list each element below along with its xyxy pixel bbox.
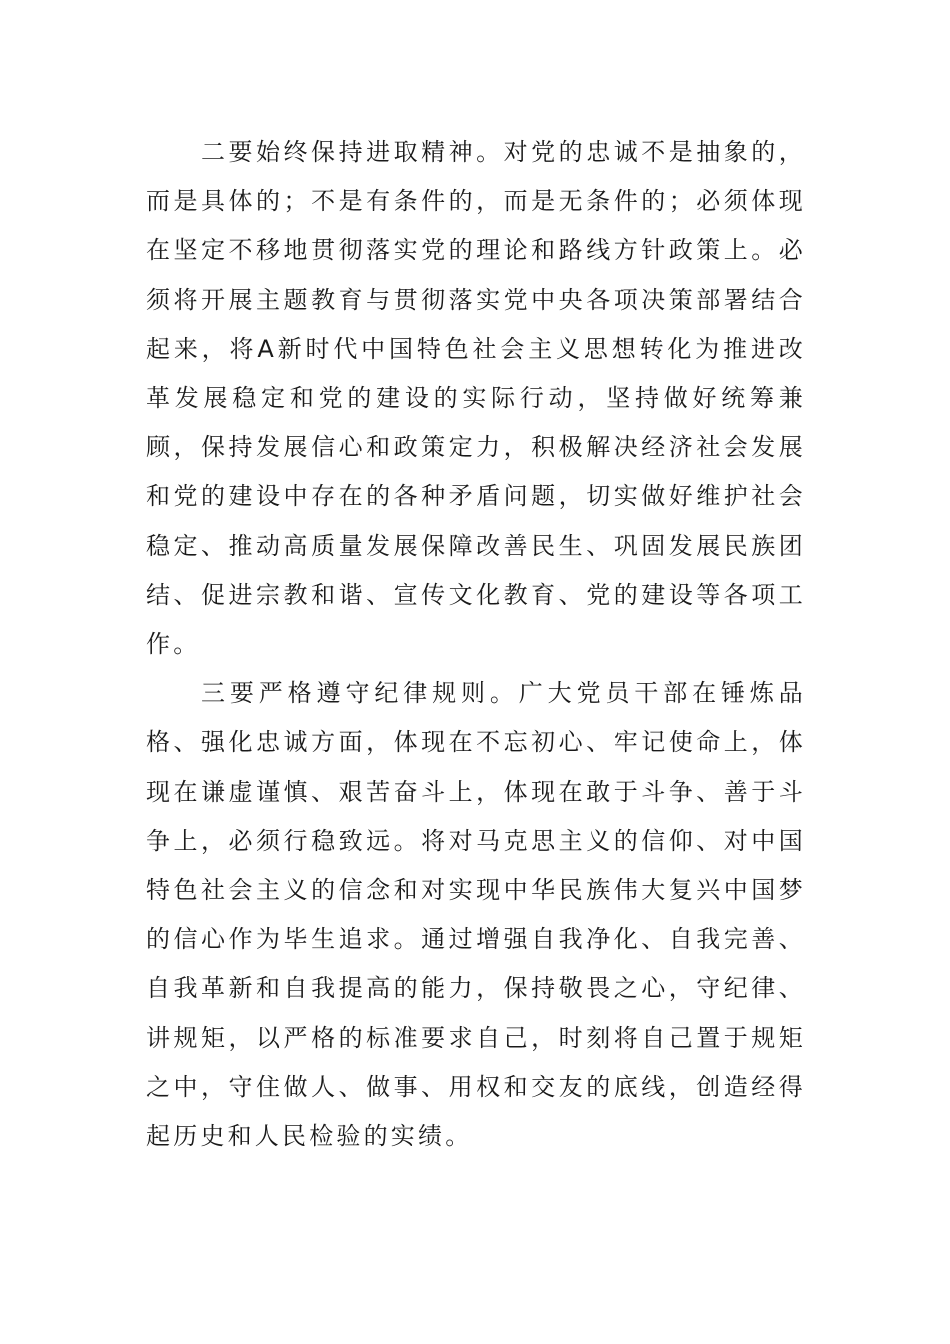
paragraph-3-observe-discipline-rules: 三要严格遵守纪律规则。广大党员干部在锤炼品格、强化忠诚方面，体现在不忘初心、牢记使命上，体现在谦虚谨慎、艰苦奋斗上，体现在敢于斗争、善于斗争上，必须行稳致远。将对马克思主义的信仰、对中国特色社会主义的信念和对实现中华民族伟大复兴中国梦的信心作为毕生追求。通过增强自我净化、自我完善、自我革新和自我提高的能力，保持敬畏之心，守纪律、讲规矩，以严格的标准要求自己，时刻将自己置于规矩之中，守住做人、做事、用权和交友的底线，创造经得起历史和人民检验的实绩。 <box>146 679 806 1151</box>
document-body <box>146 128 806 1161</box>
paragraph-2-maintain-enterprising-spirit: 二要始终保持进取精神。对党的忠诚不是抽象的，而是具体的；不是有条件的，而是无条件的；必须体现在坚定不移地贯彻落实党的理论和路线方针政策上。必须将开展主题教育与贯彻落实党中央各项决策部署结合起来，将A新时代中国特色社会主义思想转化为推进改革发展稳定和党的建设的实际行动，坚持做好统筹兼顾，保持发展信心和政策定力，积极解决经济社会发展和党的建设中存在的各种矛盾问题，切实做好维护社会稳定、推动高质量发展保障改善民生、巩固发展民族团结、促进宗教和谐、宣传文化教育、党的建设等各项工作。 <box>146 138 806 659</box>
